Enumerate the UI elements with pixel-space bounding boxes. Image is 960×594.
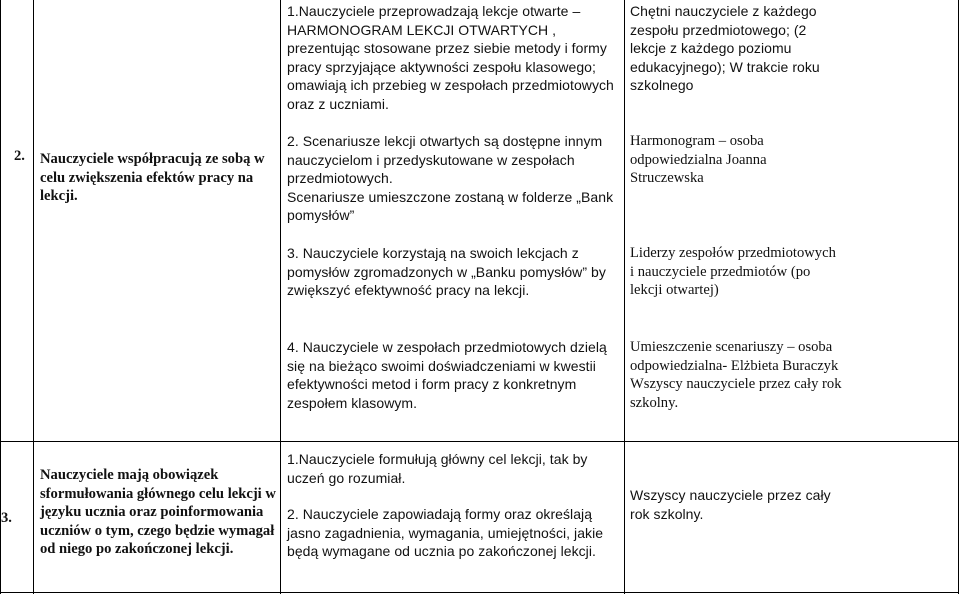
- row1-responsible-cell: [630, 2, 830, 95]
- table-row-divider: [0, 441, 959, 442]
- row2-responsible-1: Harmonogram – osoba odpowiedzialna Joanna Struczewska: [630, 133, 767, 187]
- row3-responsible-cell: [630, 486, 845, 523]
- row2-responsible-cell-3: [630, 338, 845, 412]
- row3-responsible-1: Wszyscy nauczyciele przez cały rok szkolny.: [630, 487, 831, 522]
- row2-task-cell: [287, 132, 621, 225]
- table-border-left: [0, 0, 1, 594]
- row2-task-4: 4. Nauczyciele w zespołach przedmiotowych dzielą się na bieżąco swoimi doświadczeniami w kwestii efektywności metod i form pracy z konkretnym zespołem klasowym.: [287, 339, 607, 411]
- row2-number: 2.: [14, 148, 25, 164]
- table-border-col2: [280, 0, 281, 594]
- row2-task-2: Scenariusze umieszczone zostaną w folderze „Bank pomysłów”: [287, 188, 614, 224]
- row2-task-1: 2. Scenariusze lekcji otwartych są dostępne innym nauczycielom i przedyskutowane w zespołach przedmiotowych.: [287, 133, 603, 187]
- row2-responsible-3: Umieszczenie scenariuszy – osoba odpowiedzialna- Elżbieta Buraczyk: [630, 339, 839, 374]
- table-border-col3: [624, 0, 625, 594]
- row3-task-cell: [287, 450, 621, 487]
- row3-number: 3.: [1, 510, 12, 526]
- row2-description: Nauczyciele współpracują ze sobą w celu zwiększenia efektów pracy na lekcji.: [40, 151, 265, 205]
- row2-responsible-4: Wszyscy nauczyciele przez cały rok szkolny.: [630, 376, 842, 411]
- row2-responsible-cell: [630, 132, 800, 188]
- row1-task-1: 1.Nauczyciele przeprowadzają lekcje otwarte – HARMONOGRAM LEKCJI OTWARTYCH , prezentując stosowane przez siebie metody i formy pracy sprzyjające aktywności zespołu klasowego; omawiają ich przebieg w zespołach przedmiotowych oraz z uczniami.: [287, 3, 614, 112]
- row3-task-cell-2: [287, 505, 621, 561]
- row1-task-cell: [287, 2, 621, 114]
- row2-task-3: 3. Nauczyciele korzystają na swoich lekcjach z pomysłów zgromadzonych w „Banku pomysłów” by zwiększyć efektywność pracy na lekcji.: [287, 245, 606, 299]
- row2-task-cell-2: [287, 244, 621, 300]
- row2-responsible-2: Liderzy zespołów przedmiotowych i nauczyciele przedmiotów (po lekcji otwartej): [630, 245, 836, 299]
- row1-responsible-1: Chętni nauczyciele z każdego zespołu przedmiotowego; (2 lekcje z każdego poziomu edukacyjnego); W trakcie roku szkolnego: [630, 3, 820, 94]
- table-border-bottom: [0, 592, 959, 593]
- row2-responsible-cell-2: [630, 244, 840, 300]
- row3-description: Nauczyciele mają obowiązek sformułowania głównego celu lekcji w języku ucznia oraz poinformowania uczniów o tym, czego będzie wymagał od niego po zakończonej lekcji.: [40, 467, 276, 558]
- table-border-col1: [33, 0, 34, 594]
- row3-task-1: 1.Nauczyciele formułują główny cel lekcji, tak by uczeń go rozumiał.: [287, 451, 588, 486]
- table-border-right: [958, 0, 959, 594]
- row2-task-cell-3: [287, 338, 621, 412]
- row3-task-2: 2. Nauczyciele zapowiadają formy oraz określają jasno zagadnienia, wymagania, umiejętności, jakie będą wymagane od ucznia po zakończonej lekcji.: [287, 506, 604, 560]
